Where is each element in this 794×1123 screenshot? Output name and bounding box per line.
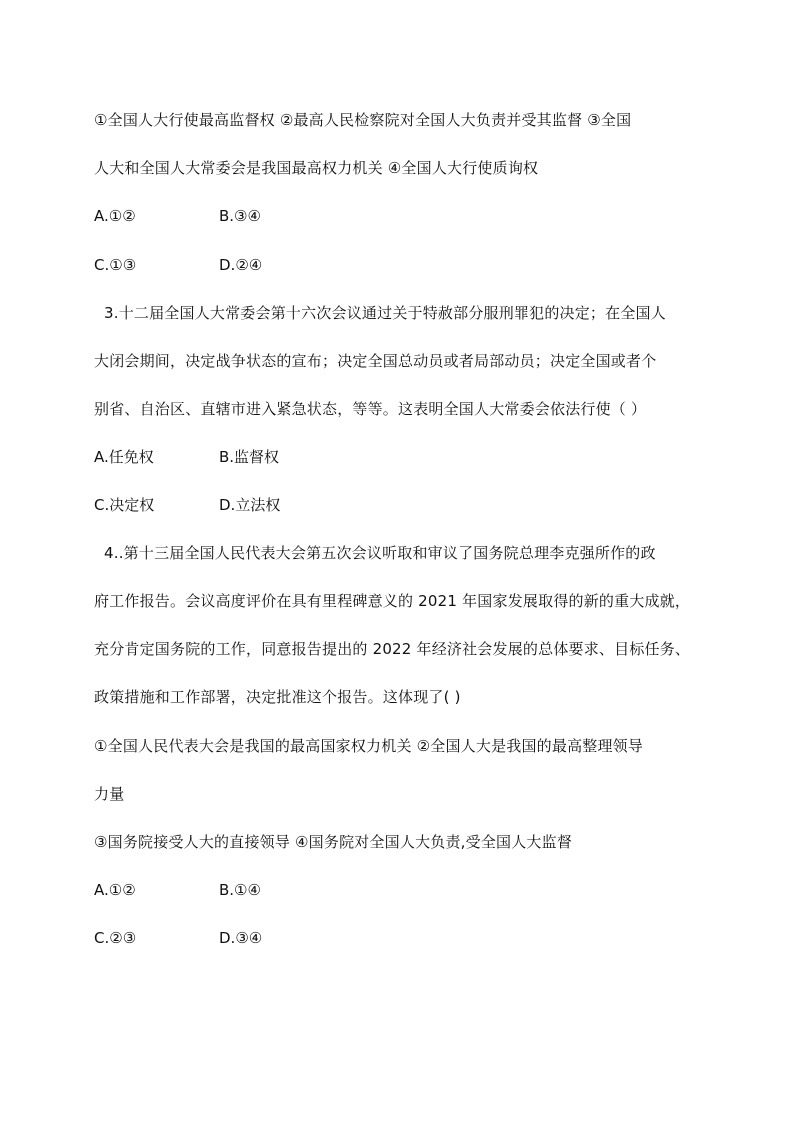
q2-statement-line-1: ①全国人大行使最高监督权 ②最高人民检察院对全国人大负责并受其监督 ③全国	[94, 111, 632, 129]
q2-option-c[interactable]: C.①③	[94, 256, 137, 274]
q4-option-d[interactable]: D.③④	[219, 929, 263, 947]
q4-option-b[interactable]: B.①④	[219, 881, 261, 899]
q4-statement-line-1: ①全国人民代表大会是我国的最高国家权力机关 ②全国人大是我国的最高整理领导	[94, 737, 644, 755]
q4-statement-line-2: 力量	[94, 785, 125, 803]
q4-stem-line-1: 4..第十三届全国人民代表大会第五次会议听取和审议了国务院总理李克强所作的政	[104, 544, 656, 562]
q3-option-c[interactable]: C.决定权	[94, 496, 155, 514]
q3-option-a[interactable]: A.任免权	[94, 448, 154, 466]
q4-stem-line-2: 府工作报告。会议高度评价在具有里程碑意义的 2021 年国家发展取得的新的重大成就，	[94, 592, 691, 610]
q3-stem-line-2: 大闭会期间，决定战争状态的宣布；决定全国总动员或者局部动员；决定全国或者个	[94, 352, 657, 370]
q2-option-d[interactable]: D.②④	[219, 256, 263, 274]
q2-option-a[interactable]: A.①②	[94, 207, 136, 225]
q4-stem-line-3: 充分肯定国务院的工作，同意报告提出的 2022 年经济社会发展的总体要求、目标任务、	[94, 640, 691, 658]
q3-stem-line-1: 3.十二届全国人大常委会第十六次会议通过关于特赦部分服刑罪犯的决定；在全国人	[104, 304, 666, 322]
q3-option-d[interactable]: D.立法权	[219, 496, 281, 514]
q4-stem-line-4: 政策措施和工作部署，决定批准这个报告。这体现了( )	[94, 688, 461, 706]
q4-option-a[interactable]: A.①②	[94, 881, 136, 899]
q3-option-b[interactable]: B.监督权	[219, 448, 280, 466]
q3-stem-line-3: 别省、自治区、直辖市进入紧急状态，等等。这表明全国人大常委会依法行使（ ）	[94, 400, 647, 418]
q4-statement-line-3: ③国务院接受人大的直接领导 ④国务院对全国人大负责,受全国人大监督	[94, 833, 573, 851]
q4-option-c[interactable]: C.②③	[94, 929, 137, 947]
q2-option-b[interactable]: B.③④	[219, 207, 261, 225]
q2-statement-line-2: 人大和全国人大常委会是我国最高权力机关 ④全国人大行使质询权	[94, 159, 539, 177]
